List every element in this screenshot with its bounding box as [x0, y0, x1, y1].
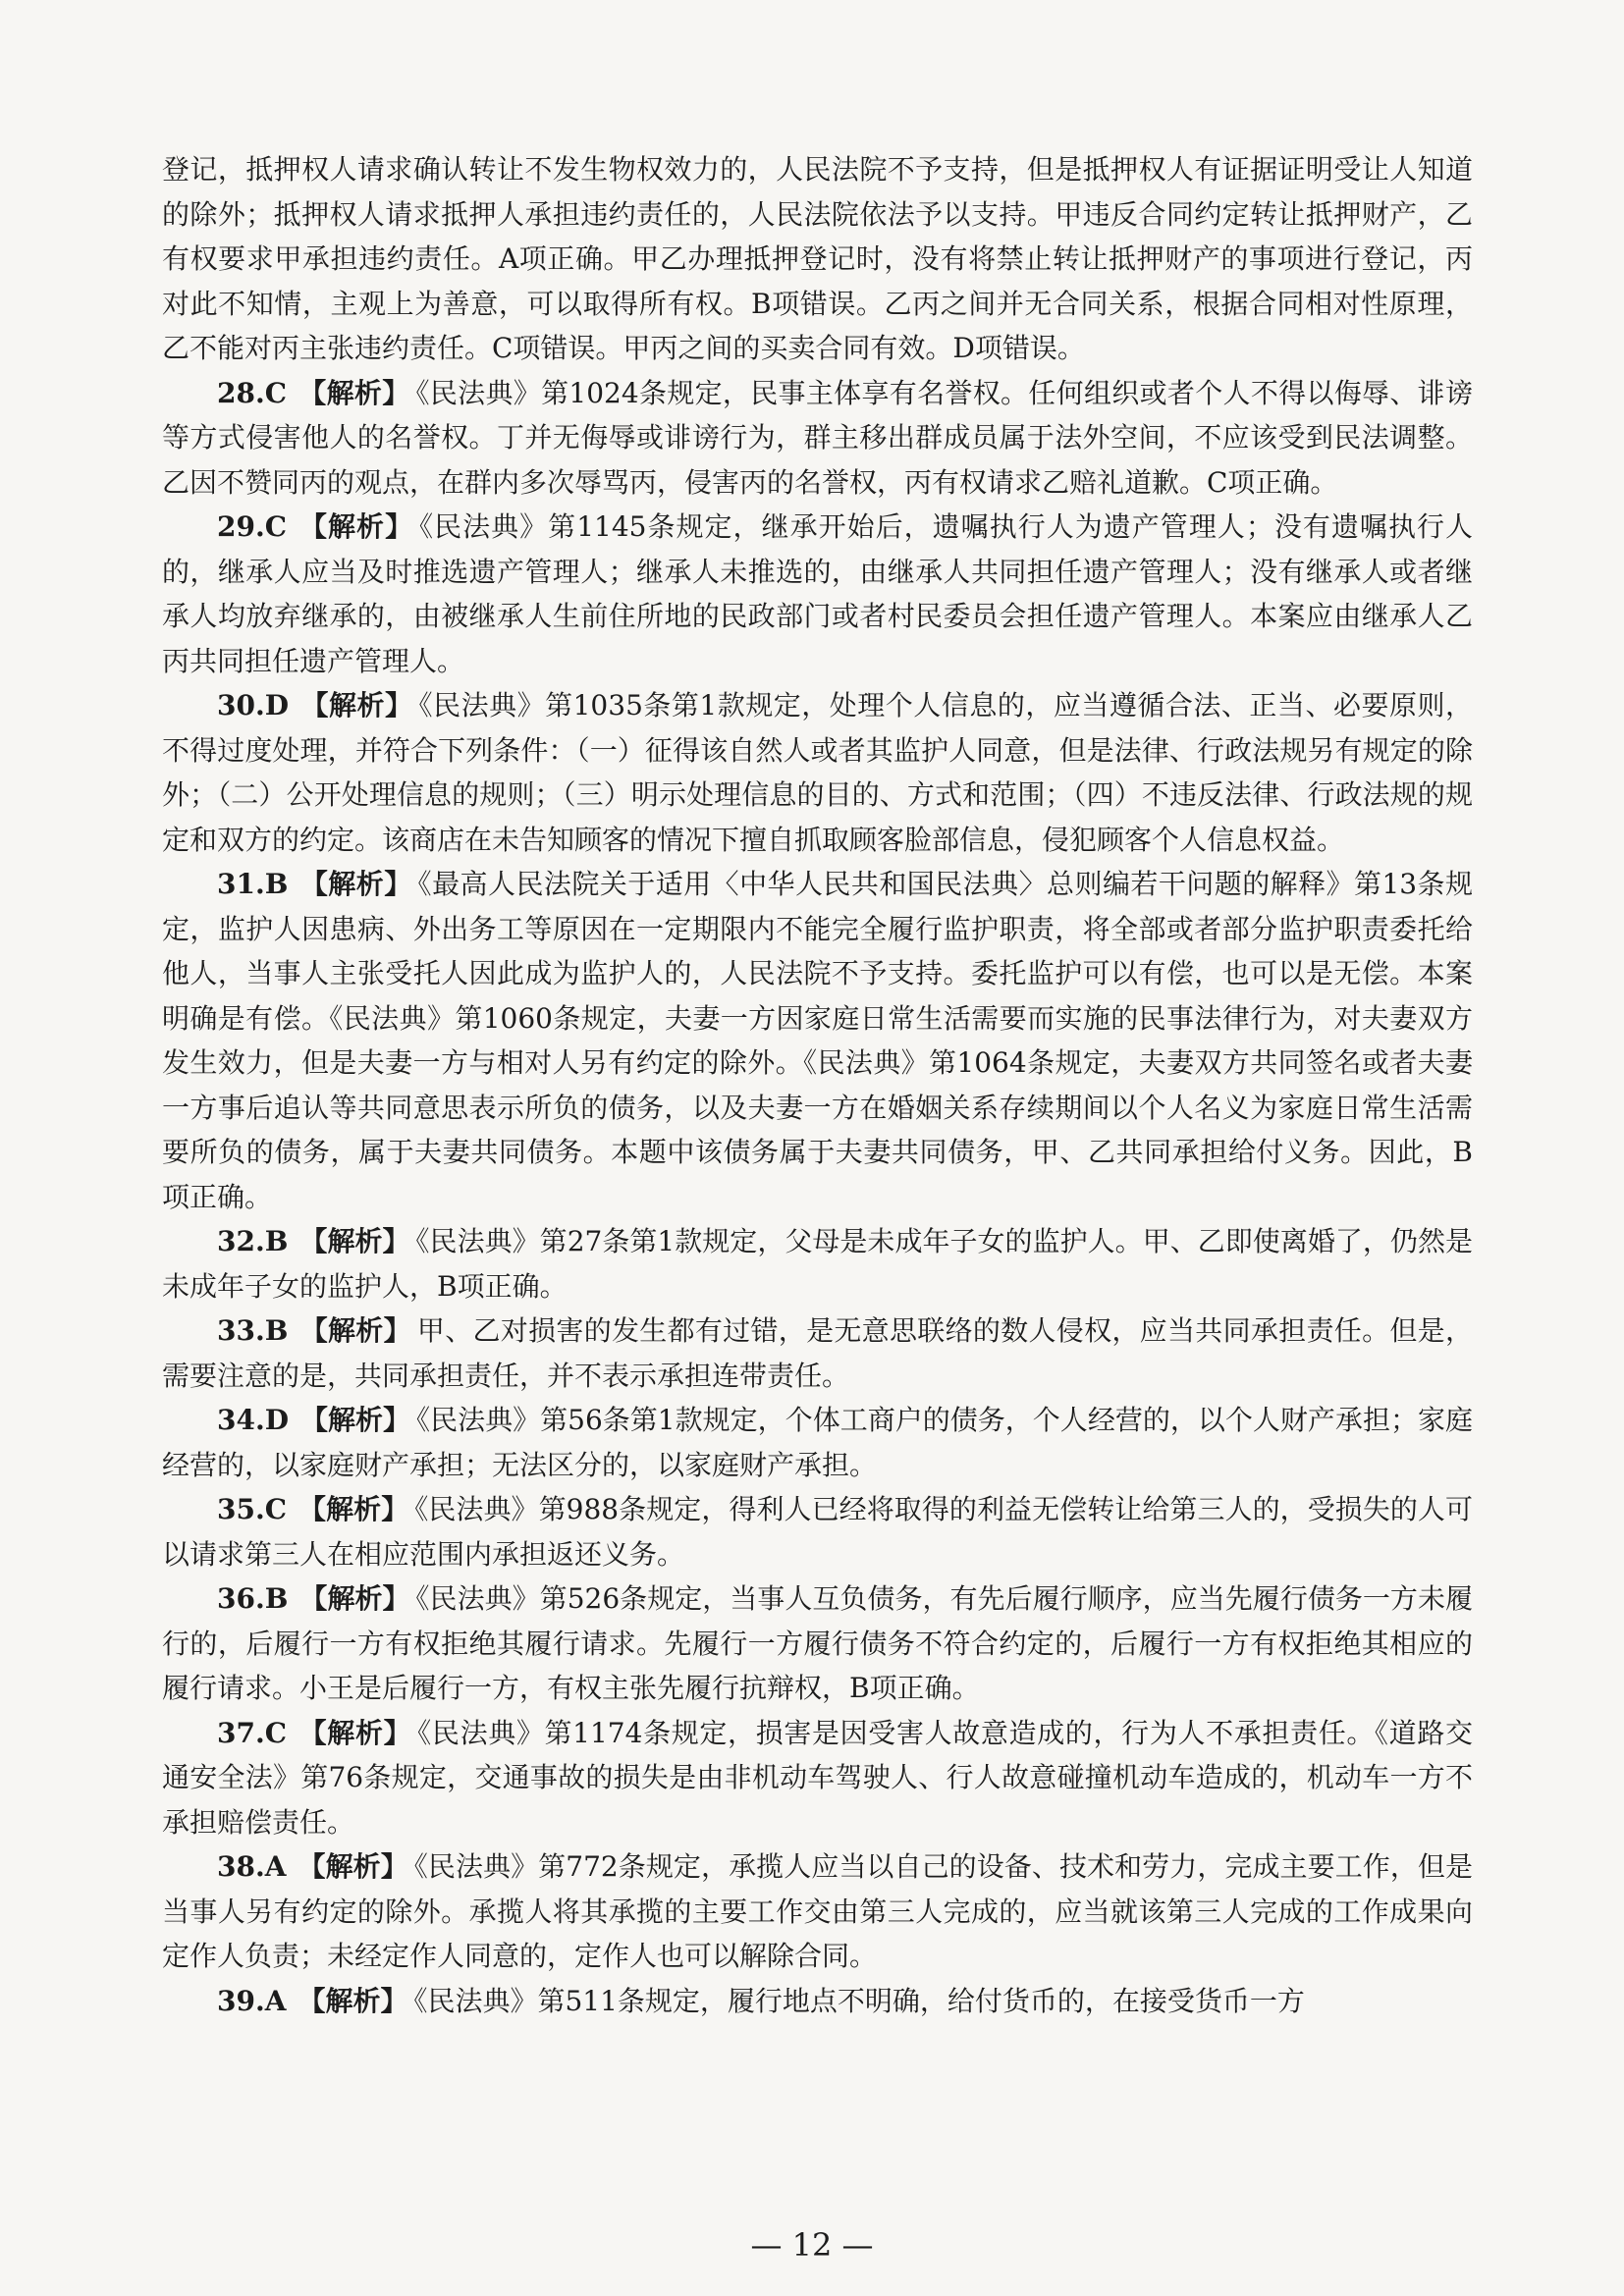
continued-paragraph: 登记，抵押权人请求确认转让不发生物权效力的，人民法院不予支持，但是抵押权人有证据证明受让人知道的除外；抵押权人请求抵押人承担违约责任的，人民法院依法予以支持。甲违反合同约定转让抵押财产，乙有权要求甲承担违约责任。A项正确。甲乙办理抵押登记时，没有将禁止转让抵押财产的事项进行登记，丙对此不知情，主观上为善意，可以取得所有权。B项错误。乙丙之间并无合同关系，根据合同相对性原理，乙不能对丙主张违约责任。C项错误。甲丙之间的买卖合同有效。D项错误。 — [162, 153, 1473, 364]
answer-item-28 — [162, 371, 1473, 506]
answer-number: 37.C — [217, 1716, 287, 1749]
analysis-tag: 【解析】 — [299, 1225, 410, 1257]
answer-item-36 — [162, 1576, 1473, 1711]
answer-text: 甲、乙对损害的发生都有过错，是无意思联络的数人侵权，应当共同承担责任。但是，需要注意的是，共同承担责任，并不表示承担连带责任。 — [162, 1314, 1473, 1392]
analysis-tag: 【解析】 — [299, 868, 412, 900]
analysis-tag: 【解析】 — [298, 1493, 409, 1525]
answer-item-31 — [162, 862, 1473, 1219]
answer-text: 《民法典》第1024条规定，民事主体享有名誉权。任何组织或者个人不得以侮辱、诽谤等方式侵害他人的名誉权。丁并无侮辱或诽谤行为，群主移出群成员属于法外空间，不应该受到民法调整。乙因不赞同丙的观点，在群内多次辱骂丙，侵害丙的名誉权，丙有权请求乙赔礼道歉。C项正确。 — [162, 376, 1473, 499]
answer-number: 35.C — [217, 1493, 287, 1525]
answer-text: 《民法典》第1145条规定，继承开始后，遗嘱执行人为遗产管理人；没有遗嘱执行人的，继承人应当及时推选遗产管理人；继承人未推选的，由继承人共同担任遗产管理人；没有继承人或者继承人均放弃继承的，由被继承人生前住所地的民政部门或者村民委员会担任遗产管理人。本案应由继承人乙丙共同担任遗产管理人。 — [162, 510, 1473, 677]
answer-number: 33.B — [217, 1314, 289, 1347]
analysis-tag: 【解析】 — [298, 1850, 408, 1883]
answer-number: 28.C — [217, 376, 287, 409]
answer-text: 《民法典》第526条规定，当事人互负债务，有先后履行顺序，应当先履行债务一方未履行的，后履行一方有权拒绝其履行请求。先履行一方履行债务不符合约定的，后履行一方有权拒绝其相应的履行请求。小王是后履行一方，有权主张先履行抗辩权，B项正确。 — [162, 1582, 1473, 1704]
answer-number: 31.B — [217, 868, 289, 900]
analysis-tag: 【解析】 — [298, 376, 410, 409]
analysis-tag: 【解析】 — [300, 689, 413, 721]
answer-item-32 — [162, 1219, 1473, 1308]
analysis-tag: 【解析】 — [299, 1582, 410, 1615]
answer-text: 《民法典》第772条规定，承揽人应当以自己的设备、技术和劳力，完成主要工作，但是当事人另有约定的除外。承揽人将其承揽的主要工作交由第三人完成的，应当就该第三人完成的工作成果向定作人负责；未经定作人同意的，定作人也可以解除合同。 — [162, 1850, 1473, 1972]
answer-number: 32.B — [217, 1225, 289, 1257]
page-number: — 12 — — [750, 2226, 874, 2264]
answer-text: 《民法典》第27条第1款规定，父母是未成年子女的监护人。甲、乙即使离婚了，仍然是未成年子女的监护人，B项正确。 — [162, 1225, 1473, 1303]
answer-number: 30.D — [217, 689, 289, 721]
answer-item-34 — [162, 1398, 1473, 1487]
answer-number: 36.B — [217, 1582, 289, 1615]
answer-text: 《最高人民法院关于适用〈中华人民共和国民法典〉总则编若干问题的解释》第13条规定，监护人因患病、外出务工等原因在一定期限内不能完全履行监护职责，将全部或者部分监护职责委托给他人，当事人主张受托人因此成为监护人的，人民法院不予支持。委托监护可以有偿，也可以是无偿。本案明确是有偿。《民法典》第1060条规定，夫妻一方因家庭日常生活需要而实施的民事法律行为，对夫妻双方发生效力，但是夫妻一方与相对人另有约定的除外。《民法典》第1064条规定，夫妻双方共同签名或者夫妻一方事后追认等共同意思表示所负的债务，以及夫妻一方在婚姻关系存续期间以个人名义为家庭日常生活需要所负的债务，属于夫妻共同债务。本题中该债务属于夫妻共同债务，甲、乙共同承担给付义务。因此，B项正确。 — [162, 868, 1473, 1213]
answer-number: 39.A — [217, 1984, 287, 2017]
answer-text: 《民法典》第1035条第1款规定，处理个人信息的，应当遵循合法、正当、必要原则，不得过度处理，并符合下列条件：（一）征得该自然人或者其监护人同意，但是法律、行政法规另有规定的除外；（二）公开处理信息的规则；（三）明示处理信息的目的、方式和范围；（四）不违反法律、行政法规的规定和双方的约定。该商店在未告知顾客的情况下擅自抓取顾客脸部信息，侵犯顾客个人信息权益。 — [162, 689, 1473, 856]
answer-number: 29.C — [217, 510, 287, 543]
answer-text: 《民法典》第511条规定，履行地点不明确，给付货币的，在接受货币一方 — [413, 1984, 1305, 2017]
analysis-tag: 【解析】 — [298, 510, 414, 543]
answer-explanations — [162, 147, 1473, 2023]
answer-number: 38.A — [217, 1850, 287, 1883]
analysis-tag: 【解析】 — [300, 1404, 411, 1436]
answer-item-33 — [162, 1308, 1473, 1398]
answer-item-29 — [162, 505, 1473, 683]
answer-item-35 — [162, 1487, 1473, 1576]
analysis-tag: 【解析】 — [299, 1314, 411, 1347]
analysis-tag: 【解析】 — [298, 1984, 408, 2017]
answer-number: 34.D — [217, 1404, 289, 1436]
answer-item-38 — [162, 1844, 1473, 1979]
answer-item-37 — [162, 1711, 1473, 1845]
answer-item-39 — [162, 1979, 1473, 2024]
answer-item-30 — [162, 683, 1473, 862]
answer-text: 《民法典》第56条第1款规定，个体工商户的债务，个人经营的，以个人财产承担；家庭经营的，以家庭财产承担；无法区分的，以家庭财产承担。 — [162, 1404, 1473, 1481]
analysis-tag: 【解析】 — [298, 1716, 412, 1749]
answer-text: 《民法典》第988条规定，得利人已经将取得的利益无偿转让给第三人的，受损失的人可以请求第三人在相应范围内承担返还义务。 — [162, 1493, 1473, 1571]
answer-text: 《民法典》第1174条规定，损害是因受害人故意造成的，行为人不承担责任。《道路交通安全法》第76条规定，交通事故的损失是由非机动车驾驶人、行人故意碰撞机动车造成的，机动车一方不承担赔偿责任。 — [162, 1716, 1473, 1839]
